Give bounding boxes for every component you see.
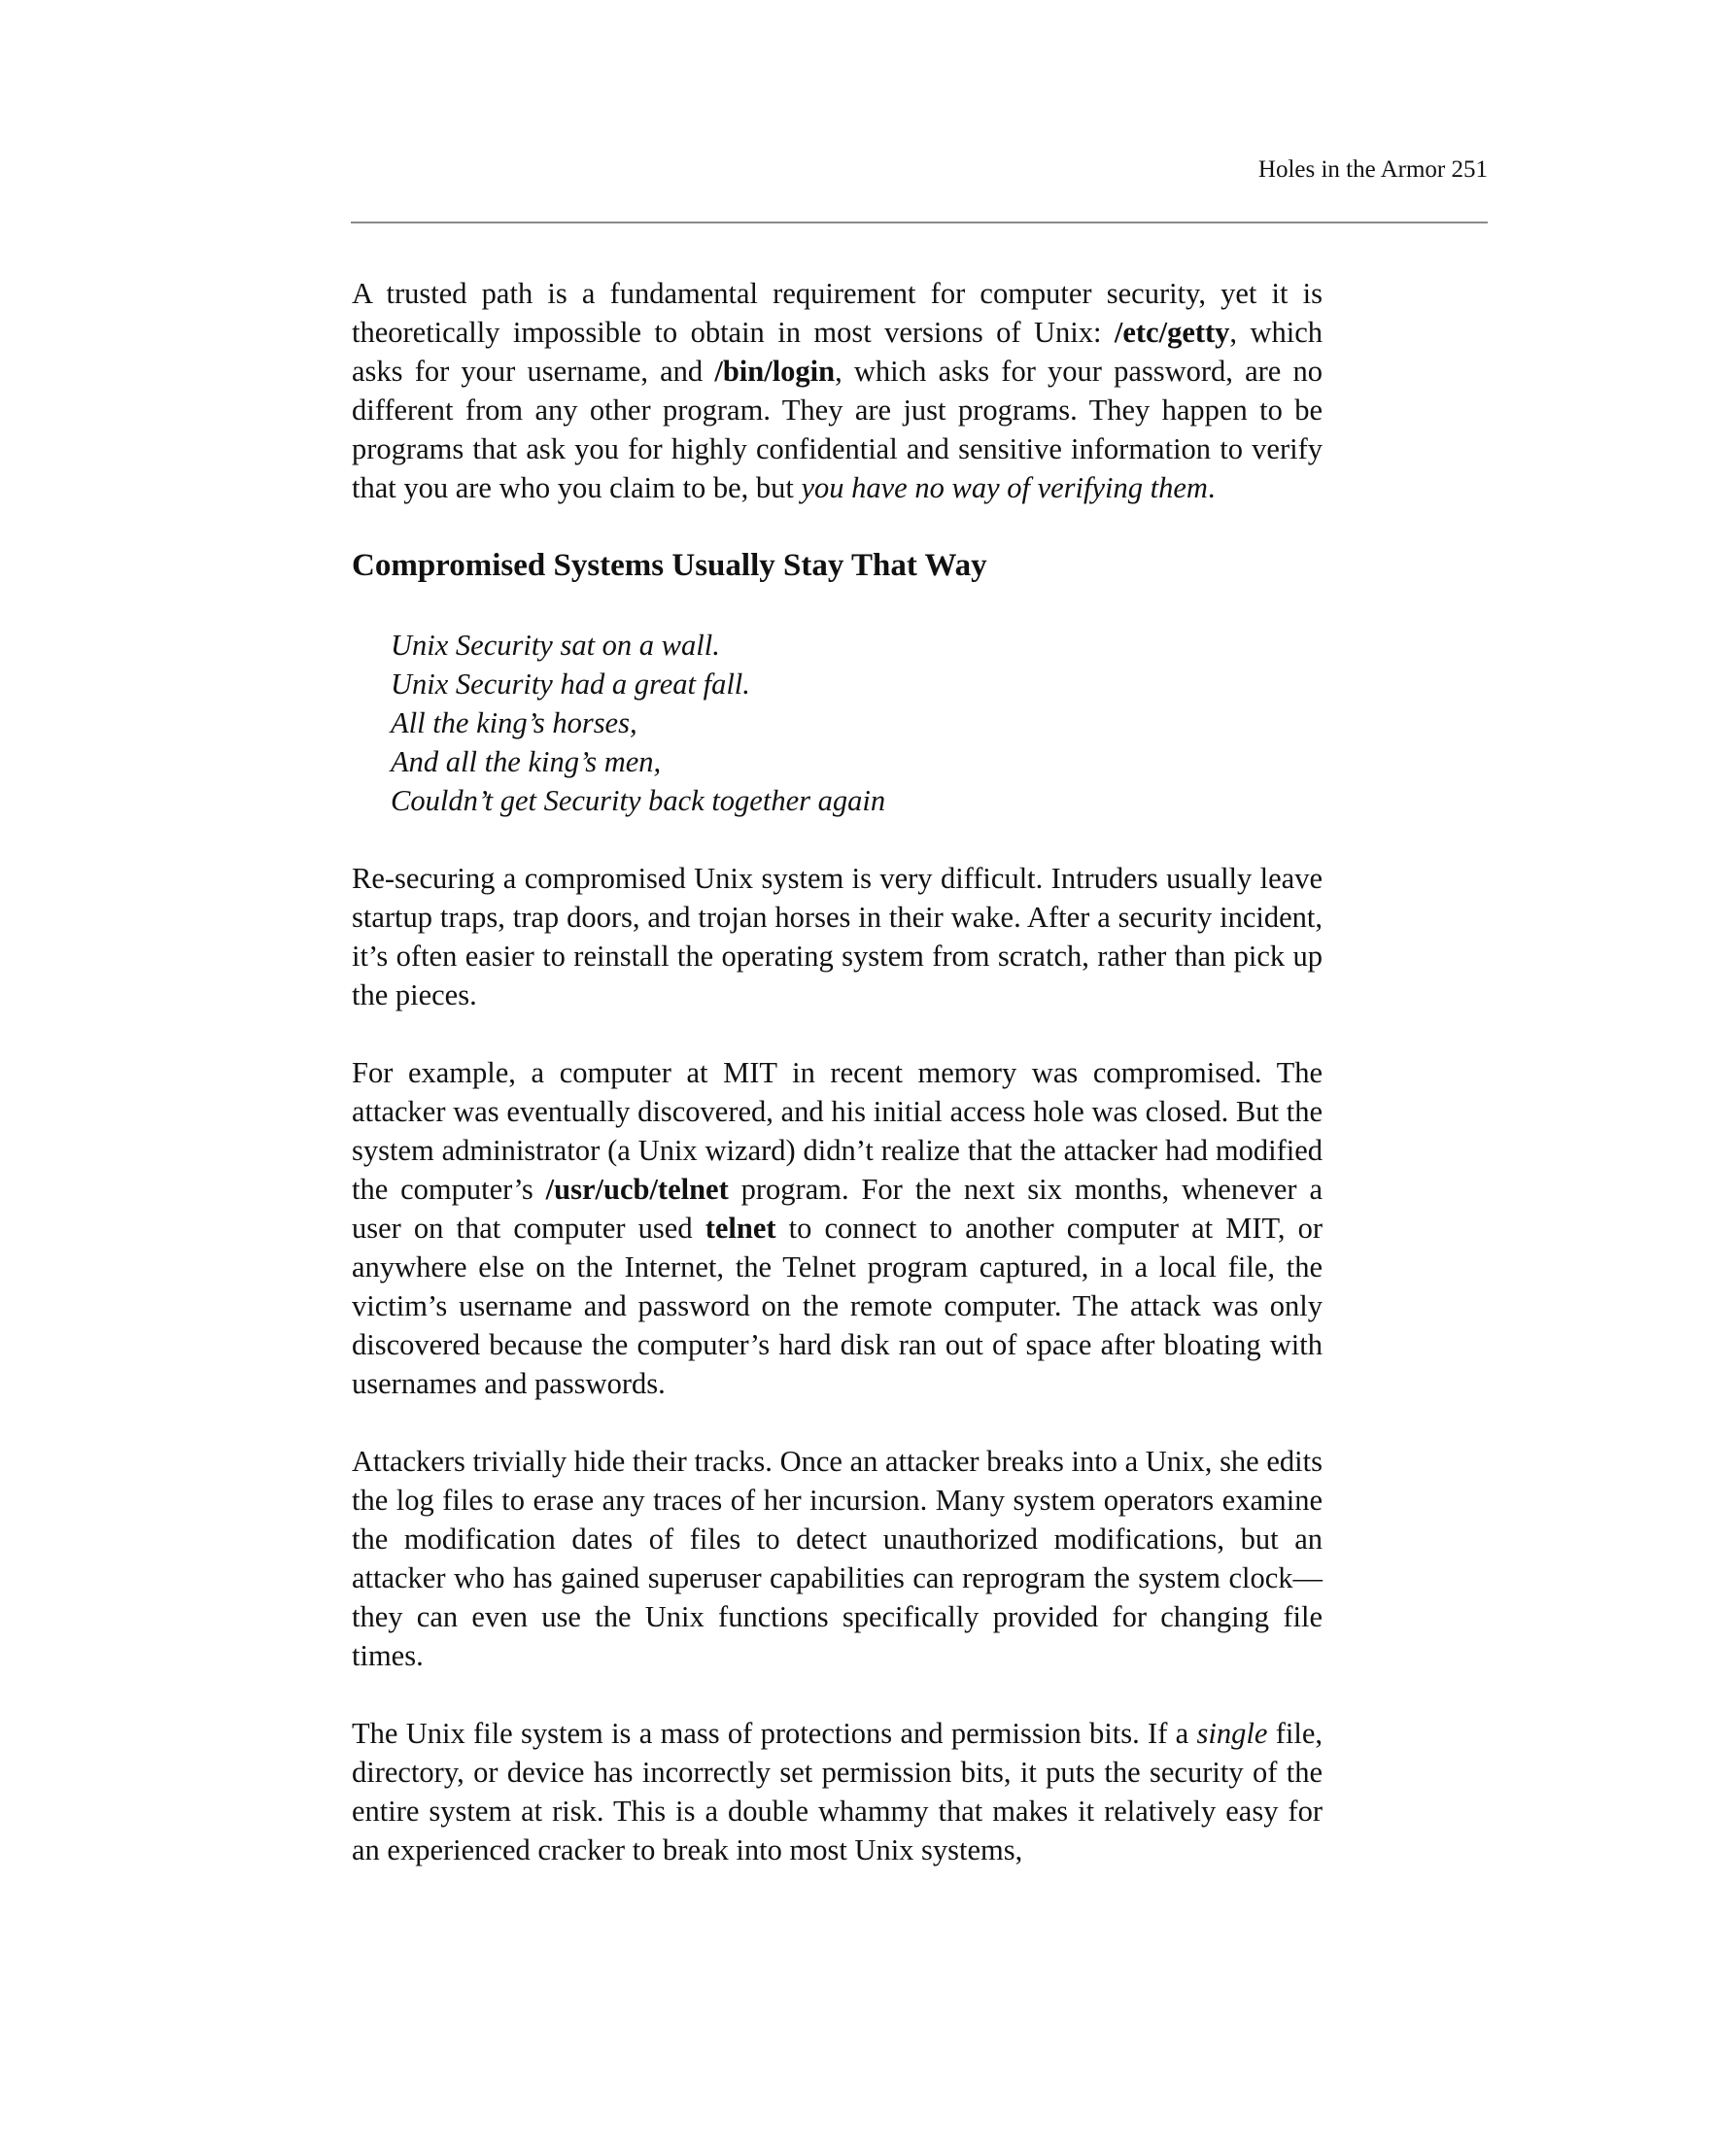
epigraph-poem	[391, 626, 1323, 820]
poem-line: Unix Security had a great fall.	[391, 667, 750, 701]
bold-term: /bin/login	[714, 355, 836, 388]
paragraph-mit-example: For example, a computer at MIT in recent memory was compromised. The attacker was eventually discovered, and his initial access hole was closed. But the system administrator (a Unix wizard) didn’t realize that the attacker had modified the computer’s /usr/ucb/telnet program. For the next six months, whenever a user on that computer used telnet to connect to another computer at MIT, or anywhere else on the Internet, the Telnet program captured, in a local file, the victim’s username and password on the remote computer. The attack was only discovered because the computer’s hard disk ran out of space after bloating with usernames and passwords.	[352, 1056, 1323, 1400]
emphasis: you have no way of verifying them	[801, 471, 1208, 504]
paragraph-re-securing: Re-securing a compromised Unix system is very difficult. Intruders usually leave startup traps, trap doors, and trojan horses in their wake. After a security incident, it’s often easier to reinstall the operating system from scratch, rather than pick up the pieces.	[352, 862, 1323, 1011]
running-head: Holes in the Armor 251	[1257, 156, 1488, 183]
bold-term: /etc/getty	[1114, 316, 1230, 349]
paragraph-file-system: The Unix file system is a mass of protections and permission bits. If a single file, directory, or device has incorrectly set permission bits, it puts the security of the entire system at risk. This is a double whammy that makes it relatively easy for an experienced cracker to break into most Unix systems,	[352, 1717, 1323, 1866]
emphasis: single	[1196, 1717, 1268, 1750]
poem-line: All the king’s horses,	[391, 706, 637, 739]
poem-line: Unix Security sat on a wall.	[391, 629, 720, 662]
header-rule	[351, 222, 1488, 223]
bold-term: /usr/ucb/telnet	[545, 1173, 729, 1206]
paragraph-hide-tracks: Attackers trivially hide their tracks. Once an attacker breaks into a Unix, she edits the log files to erase any traces of her incursion. Many system operators examine the modification dates of files to detect unauthorized modifications, but an attacker who has gained superuser capabilities can reprogram the system clock—they can even use the Unix functions specifically provided for changing file times.	[352, 1445, 1323, 1672]
text-column	[352, 274, 1323, 1908]
section-heading: Compromised Systems Usually Stay That Way	[352, 548, 987, 583]
paragraph-trusted-path: A trusted path is a fundamental requirement for computer security, yet it is theoretically impossible to obtain in most versions of Unix: /etc/getty, which asks for your username, and /bin/login, which asks for your password, are no different from any other program. They are just programs. They happen to be programs that ask you for highly confidential and sensitive information to verify that you are who you claim to be, but you have no way of verifying them.	[352, 277, 1323, 504]
poem-line: And all the king’s men,	[391, 745, 662, 778]
poem-line: Couldn’t get Security back together again	[391, 784, 886, 817]
bold-term: telnet	[705, 1212, 776, 1245]
